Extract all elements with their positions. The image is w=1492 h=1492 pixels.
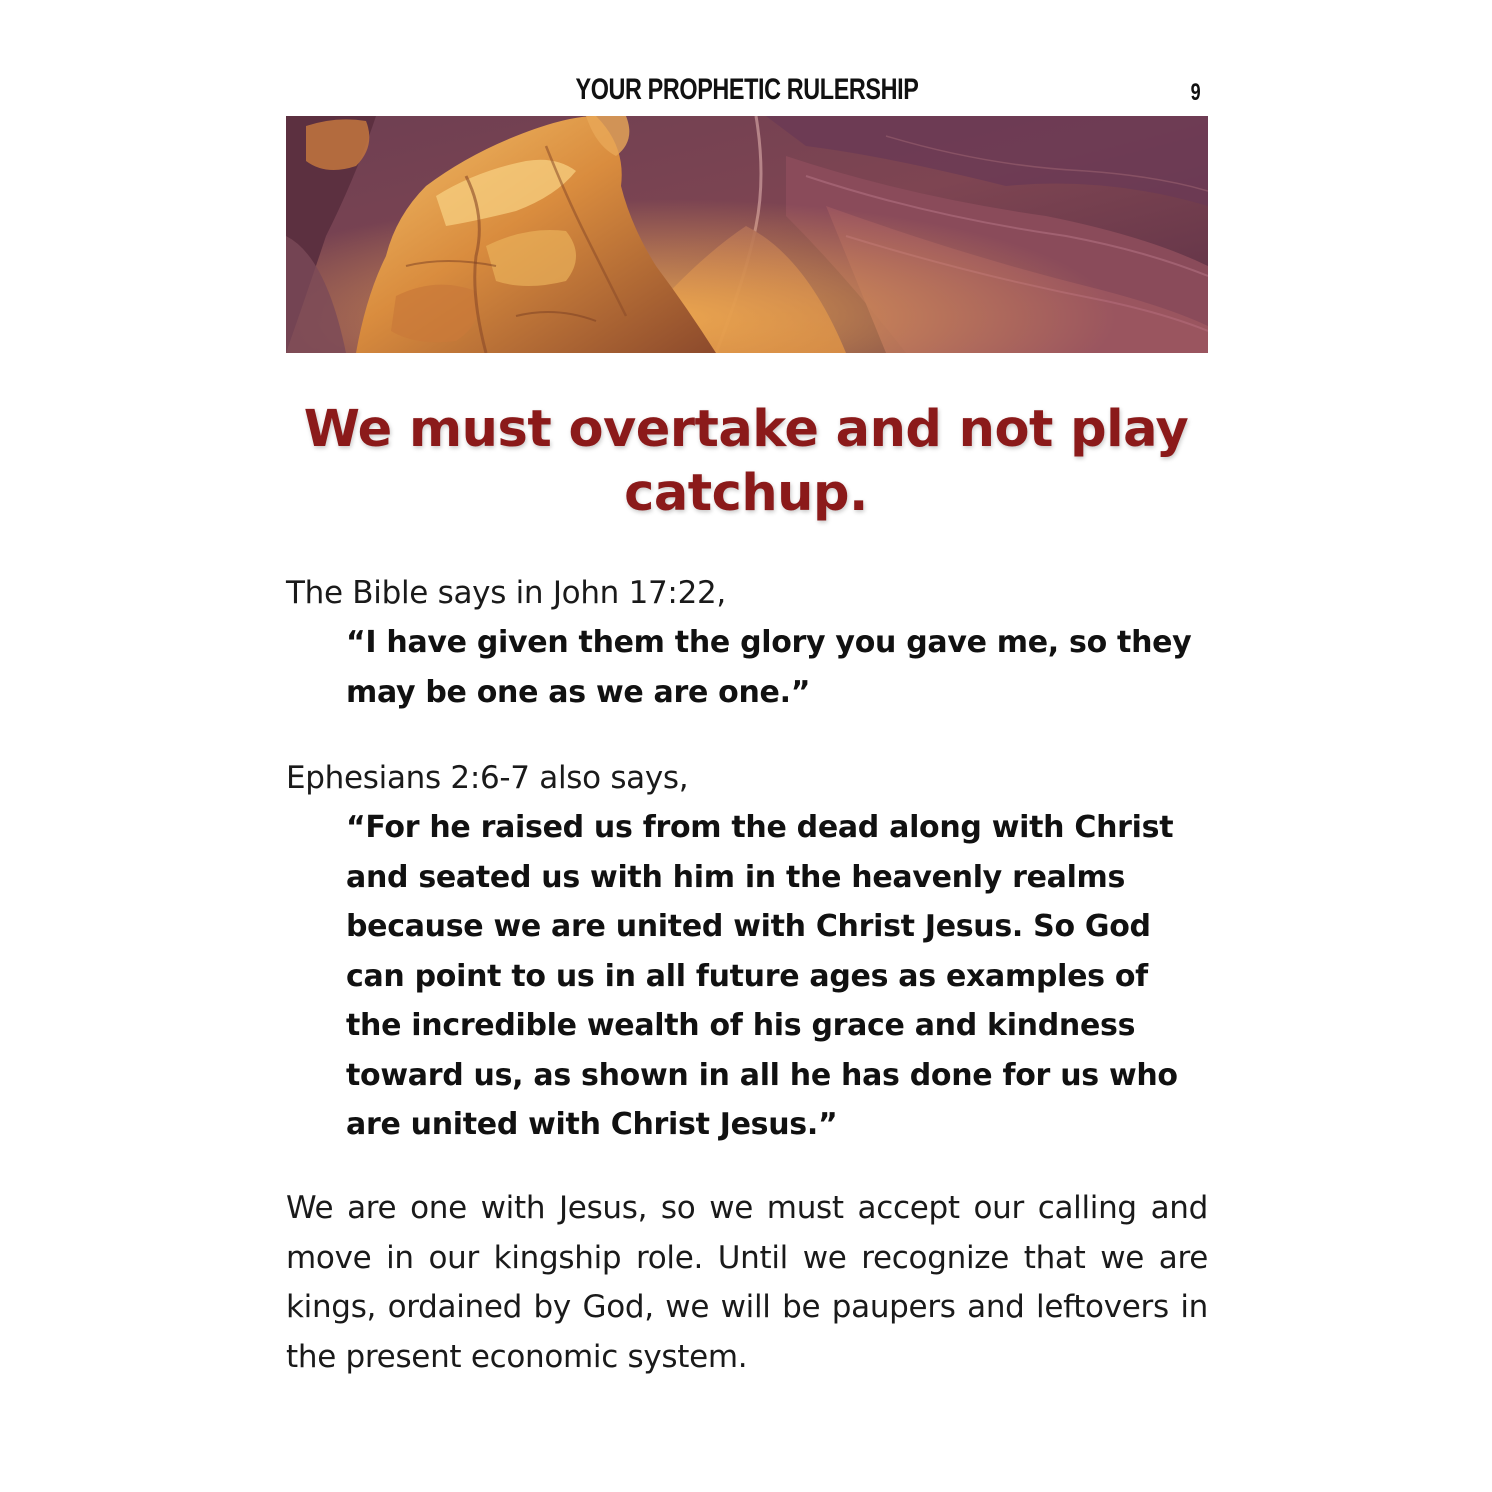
book-title: YOUR PROPHETIC RULERSHIP <box>575 73 919 106</box>
scripture-intro: Ephesians 2:6-7 also says, <box>286 760 689 796</box>
scripture-quote: “For he raised us from the dead along with Christ and seated us with him in the heavenly realms because we are united with Christ Jesus. So God can point to us in all future ages as examples of the incredible wealth of his grace and kindness toward us, as shown in all he has done for us who are united with Christ Jesus.” <box>346 810 1178 1142</box>
scripture-intro: The Bible says in John 17:22, <box>286 575 726 611</box>
desert-canyon-illustration <box>286 116 1208 353</box>
scripture-quote: “I have given them the glory you gave me, so they may be one as we are one.” <box>346 625 1192 710</box>
scripture-section-john <box>286 568 1208 717</box>
scripture-section-ephesians <box>286 753 1208 1150</box>
page-heading: We must overtake and not play catchup. <box>303 400 1189 523</box>
banner-image <box>286 116 1208 353</box>
page-number: 9 <box>1190 79 1201 106</box>
running-header <box>286 70 1208 114</box>
closing-paragraph: We are one with Jesus, so we must accept our calling and move in our kingship role. Until we recognize that we are kings, ordained by God, we will be paupers and leftovers in the present economic system. <box>286 1190 1208 1375</box>
